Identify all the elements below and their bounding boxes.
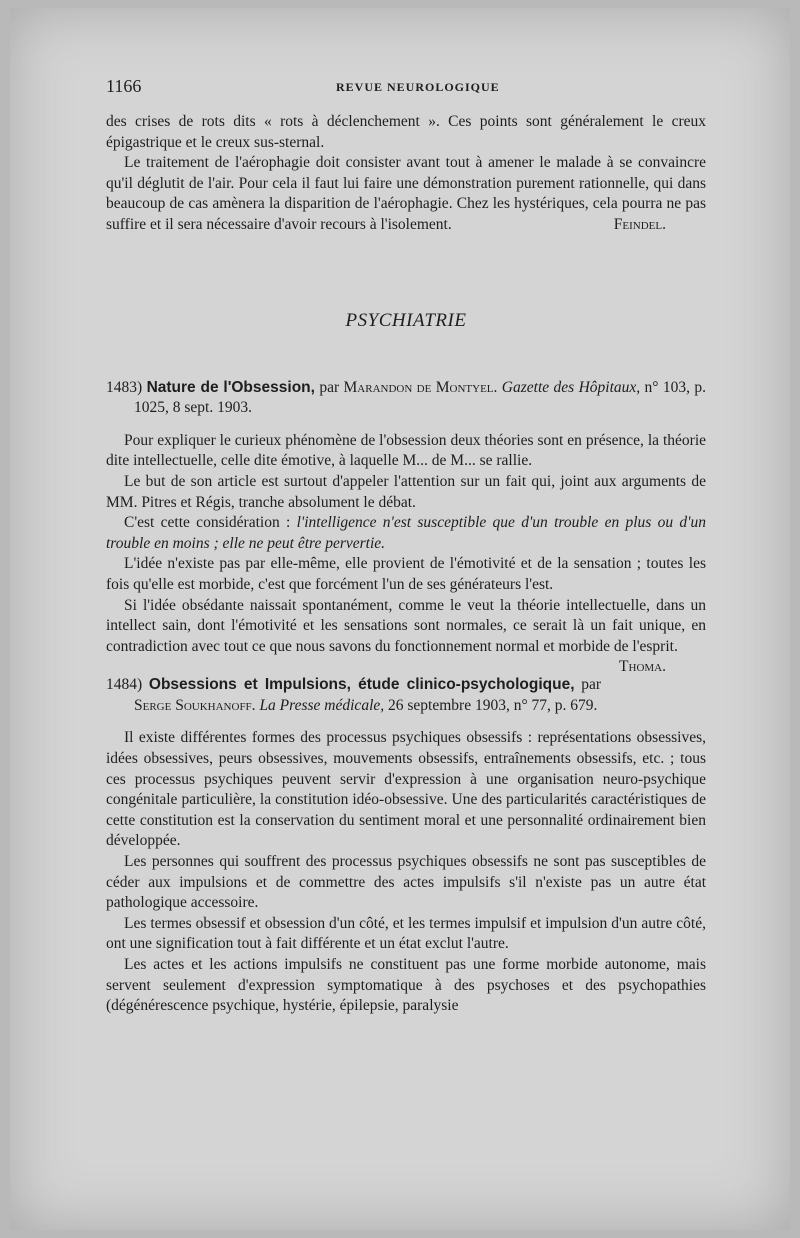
paragraph: Pour expliquer le curieux phénomène de l'obsession deux théories sont en présence, la théorie dite intellectuelle, celle dite émotive, à laquelle M... de M... se rallie.: [106, 431, 706, 470]
running-title: REVUE NEUROLOGIQUE: [336, 80, 500, 94]
paragraph: Les actes et les actions impulsifs ne constituent pas une forme morbide autonome, mais servent seulement d'expression symptomatique à des psychoses et des psychopathies (dégénérescence psychique, hystérie, épilepsie, paralysie: [106, 956, 706, 1015]
entry-reference: 26 septembre 1903, n° 77, p. 679.: [384, 696, 598, 714]
scanned-page: [10, 8, 790, 1230]
section-title: PSYCHIATRIE: [345, 309, 467, 331]
entry-author: Serge Soukhanoff.: [134, 696, 256, 714]
signature-thoma: Thoma.: [619, 658, 666, 676]
entry-reference: n° 103, p. 1025, 8 sept. 1903.: [134, 378, 707, 417]
entry-1483-heading: 1483) Nature de l'Obsession, par Marandon de Montyel. Gazette des Hôpitaux, n° 103, p. 1025, 8 sept. 1903.: [106, 378, 707, 417]
page-header: [106, 76, 706, 98]
signature-feindel: Feindel.: [613, 215, 666, 233]
paragraph: Il existe différentes formes des processus psychiques obsessifs : représentations obsessives, idées obsessives, peurs obsessives, mouvements obsessifs, entraînements obsessifs, etc. ; tous ces processus psychiques peuvent servir d'expression à une organisation neuro-psychique congénitale particulière, la constitution idéo-obsessive. Une des particularités caractéristiques de cette constitution est la conservation du sentiment moral et une personnalité ordinairement bien développée.: [106, 729, 706, 850]
paragraph: Le but de son article est surtout d'appeler l'attention sur un fait qui, joint aux arguments de MM. Pitres et Régis, tranche absolument le débat.: [106, 472, 706, 511]
paragraph: Les personnes qui souffrent des processus psychiques obsessifs ne sont pas susceptibles de céder aux impulsions et de commettre des actes impulsifs s'il n'existe pas un autre état pathologique accessoire.: [106, 853, 706, 912]
entry-title: Obsessions et Impulsions, étude clinico-psychologique,: [148, 676, 575, 694]
paragraph: Les termes obsessif et obsession d'un côté, et les termes impulsif et impulsion d'un autre côté, ont une signification tout à fait différente et un état exclut l'autre.: [106, 914, 706, 953]
entry-1484-heading: 1484) Obsessions et Impulsions, étude clinico-psychologique, par Serge Soukhanoff. La Presse médicale, 26 septembre 1903, n° 77, p. 679.: [106, 676, 602, 714]
entry-number: 1484): [106, 676, 143, 694]
italic-quote: l'intelligence n'est susceptible que d'un trouble en plus ou d'un trouble en moins ; elle ne peut être pervertie.: [106, 514, 706, 552]
intro-paragraph-2: Le traitement de l'aérophagie doit consister avant tout à amener le malade à se convaincre qu'il déglutit de l'air. Pour cela il faut lui faire une démonstration purement rationnelle, qui dans beaucoup de cas amènera la disparition de l'aérophagie. Chez les hystériques, cela pourra ne pas suffire et il sera nécessaire d'avoir recours à l'isolement. Feindel.: [106, 153, 706, 235]
entry-title: Nature de l'Obsession,: [146, 378, 315, 396]
intro-paragraph-1: des crises de rots dits « rots à déclenchement ». Ces points sont généralement le creux épigastrique et le creux sus-sternal.: [106, 113, 706, 151]
entry-author: Marandon de Montyel.: [343, 378, 498, 396]
entry-journal: Gazette des Hôpitaux,: [497, 378, 641, 396]
page-number: 1166: [106, 76, 142, 96]
paragraph: Si l'idée obsédante naissait spontanément, comme le veut la théorie intellectuelle, dans un intellect sain, dont l'émotivité et les sensations sont normales, ce serait là un fait unique, en contradiction avec tout ce que nous savons du fonctionnement normal et morbide de l'esprit. Thoma.: [106, 596, 706, 658]
entry-number: 1483): [106, 378, 143, 396]
text-area: [106, 76, 706, 1017]
entry-journal: La Presse médicale,: [255, 696, 385, 714]
paragraph: L'idée n'existe pas par elle-même, elle provient de l'émotivité et de la sensation ; toutes les fois qu'elle est morbide, c'est que forcément l'un de ses générateurs l'est.: [106, 555, 706, 593]
paragraph: C'est cette considération : l'intelligence n'est susceptible que d'un trouble en plus ou d'un trouble en moins ; elle ne peut être pervertie.: [106, 514, 706, 552]
